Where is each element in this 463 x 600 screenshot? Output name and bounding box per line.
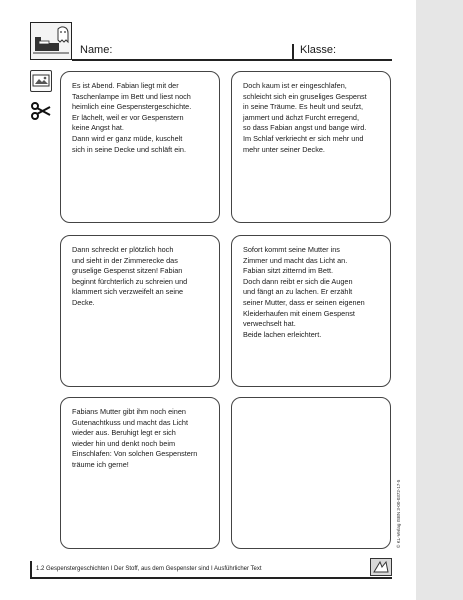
story-card-6 (231, 397, 391, 549)
story-text-3: Dann schreckt er plötzlich hoch und sieht in der Zimmerecke das gruselige Gespenst sitzen! Fabian beginnt fürchterlich zu schreien und klammert sich verzweifelt an seine Decke. (72, 245, 188, 307)
picture-icon (30, 70, 52, 92)
klasse-label: Klasse: (300, 44, 337, 56)
story-text-1: Es ist Abend. Fabian liegt mit der Taschenlampe im Bett und liest noch heimlich eine Gespenstergeschichte. Er lächelt, weil er vor Gespenstern keine Angst hat. Dann wird er ganz müde, kuschelt sich in seine Decke und schläft ein. (72, 81, 192, 154)
story-card-2 (231, 71, 391, 223)
footer-rule (30, 577, 392, 579)
bedroom-ghost-icon (30, 22, 72, 60)
scissors-icon (30, 100, 52, 122)
klasse-field[interactable] (292, 44, 392, 60)
name-label: Name: (80, 44, 113, 56)
story-card-1 (60, 71, 220, 223)
story-text-5: Fabians Mutter gibt ihm noch einen Gutenachtkuss und macht das Licht wieder aus. Beruhigt legt er sich wieder hin und denkt noch beim Einschlafen: Von solchen Gespenstern träume ich gerne! (72, 407, 198, 469)
copyright-note: © KL-Verlag ISBN 3-00-0372-17-5 (396, 479, 401, 548)
story-card-5 (60, 397, 220, 549)
story-card-3 (60, 235, 220, 387)
story-text-4: Sofort kommt seine Mutter ins Zimmer und macht das Licht an. Fabian sitzt zitternd im Bett. Doch dann reibt er sich die Augen und fängt an zu lachen. Er erzählt seiner Mutter, dass er seinen eigenen Kleiderhaufen mit einem Gespenst verwechselt hat. Beide lachen erleichtert. (243, 245, 365, 339)
story-text-2: Doch kaum ist er eingeschlafen, schleicht sich ein gruseliges Gespenst in seine Träume. Es heult und seufzt, jammert und ächzt Furcht erregend, so dass Fabian angst und bange wird. Im Schlaf verkriecht er sich mehr und mehr unter seiner Decke. (243, 81, 367, 154)
publisher-logo-icon (370, 558, 392, 576)
footer-text: 1.2 Gespenstergeschichten I Der Stoff, aus dem Gespenster sind I Ausführlicher Text (36, 566, 262, 572)
story-card-4 (231, 235, 391, 387)
page-margin (416, 0, 463, 600)
header-rule (72, 59, 392, 61)
name-field[interactable] (72, 44, 292, 60)
